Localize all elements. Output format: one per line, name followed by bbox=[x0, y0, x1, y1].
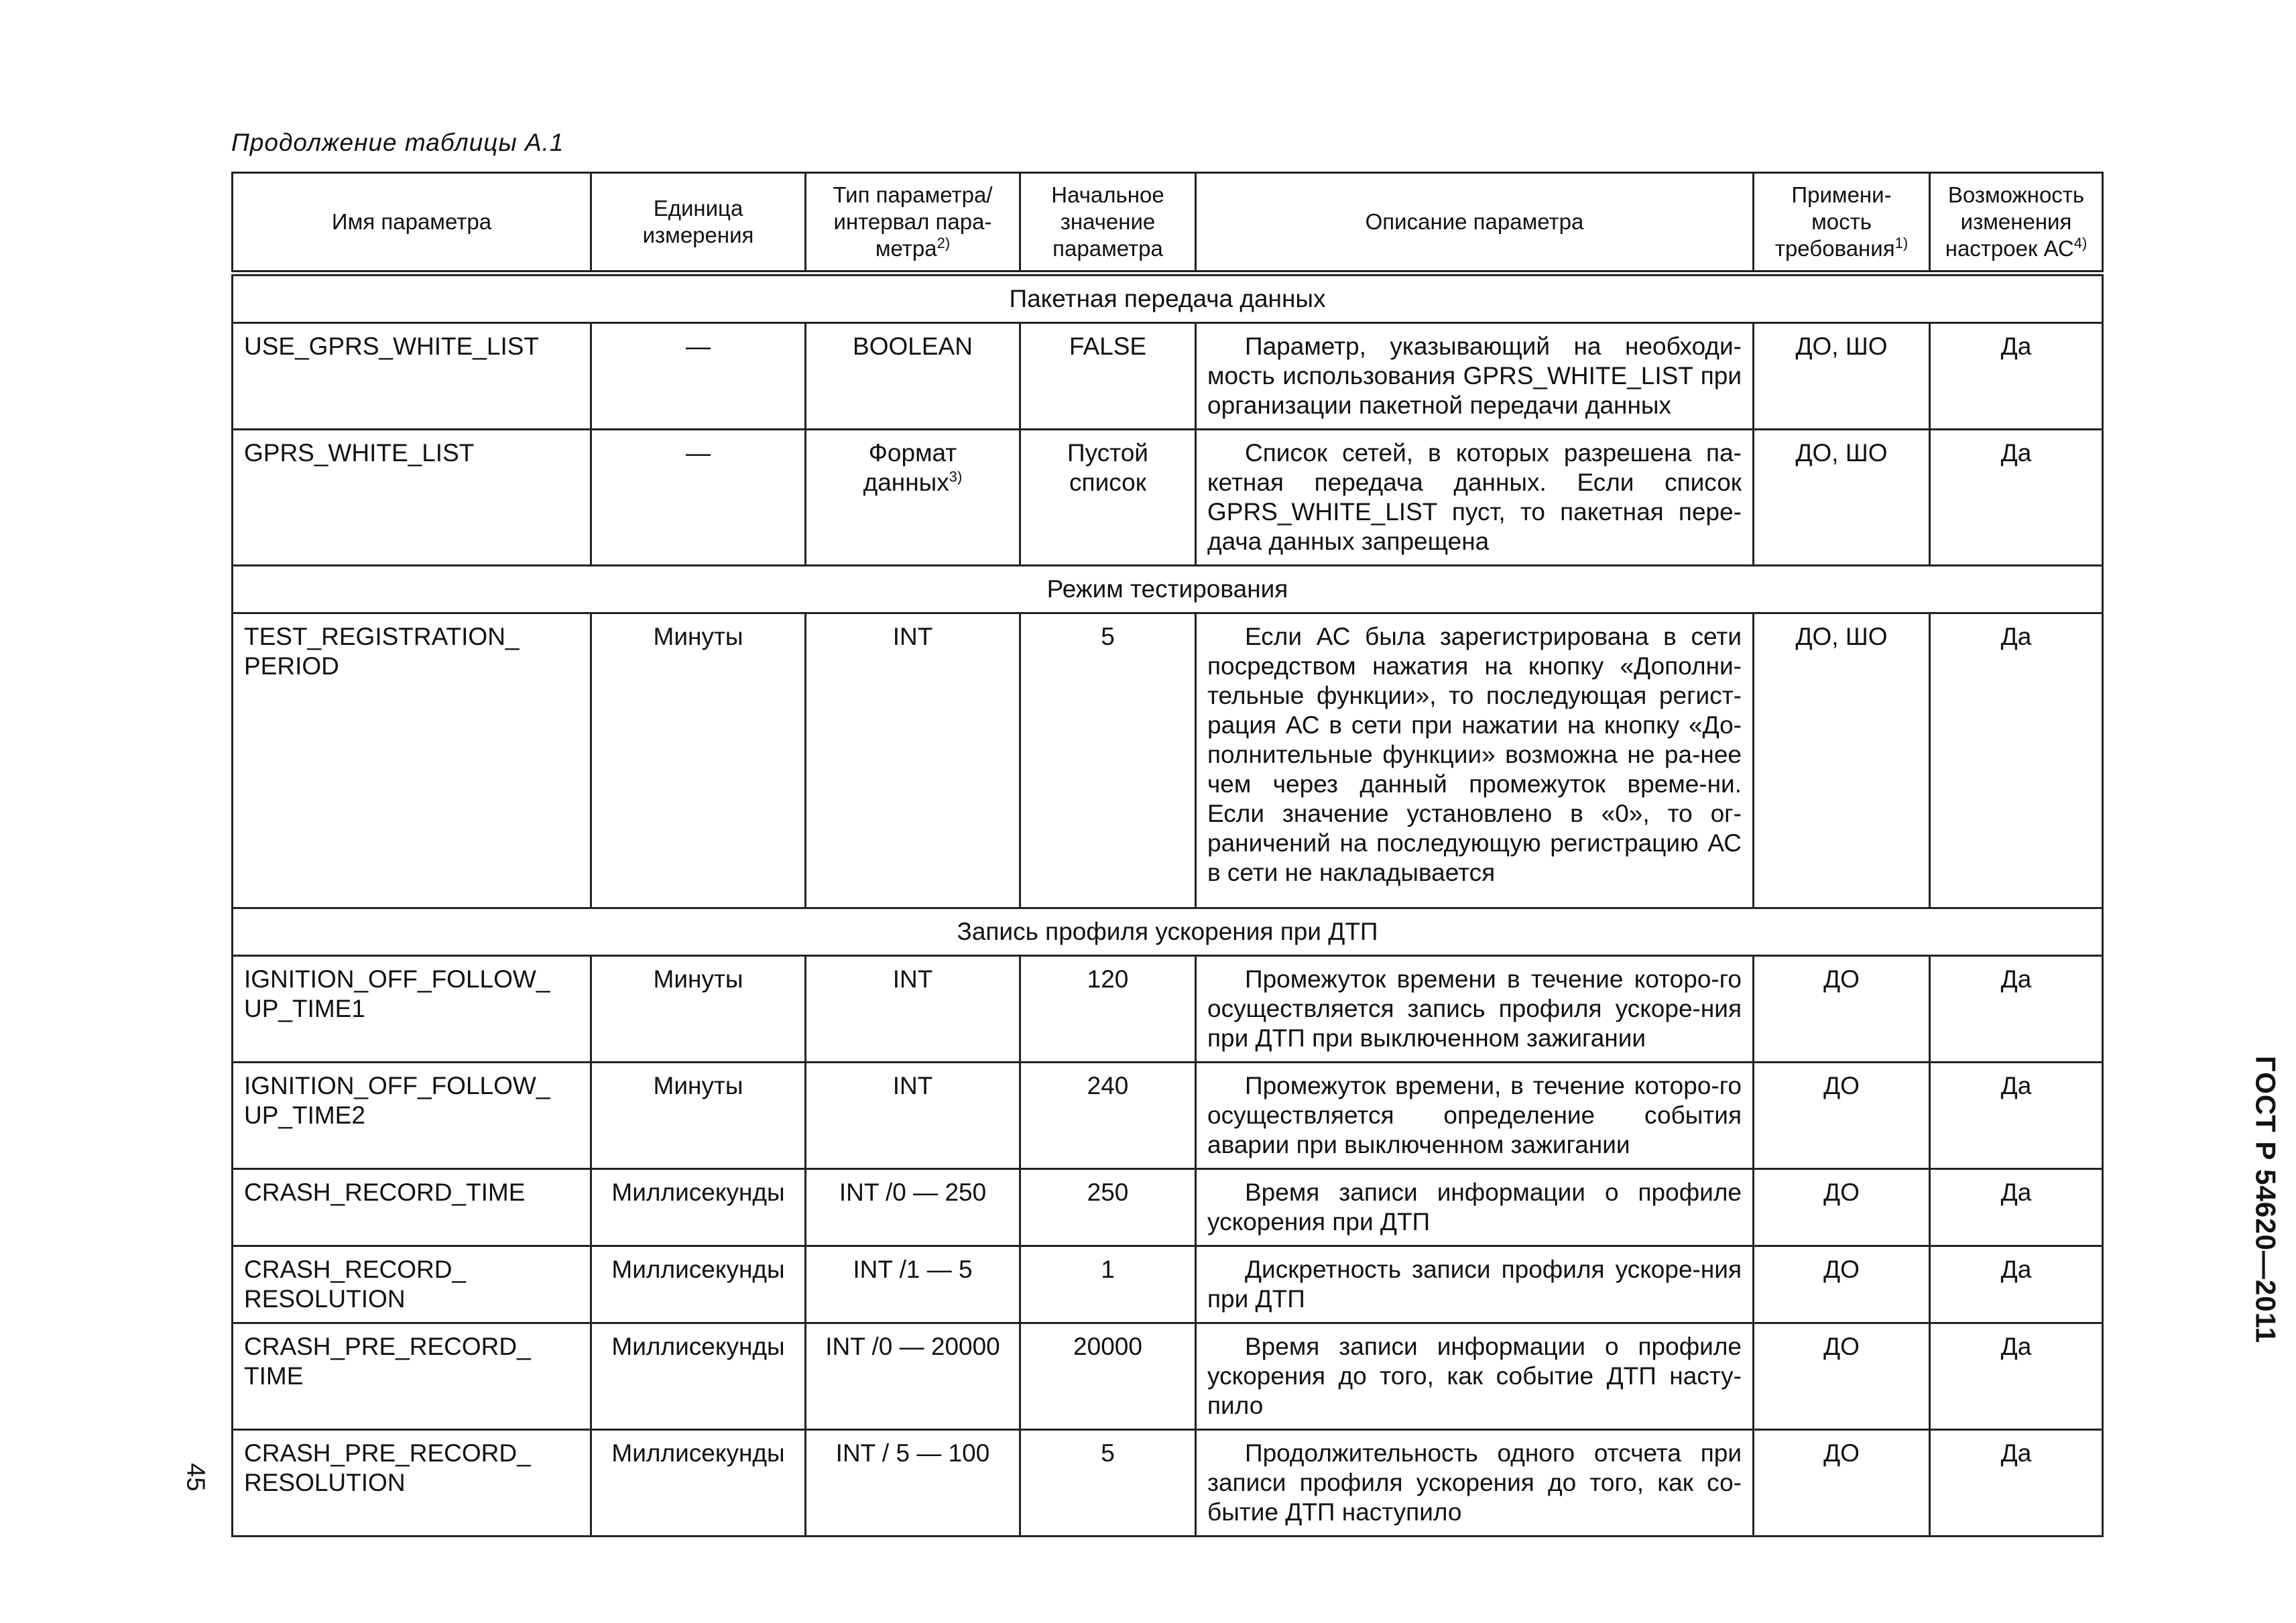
description-cell-text: Дискретность записи профиля ускоре-ния при ДТП bbox=[1207, 1256, 1742, 1313]
applicability-cell-text: ДО, ШО bbox=[1795, 623, 1888, 650]
description-cell bbox=[1196, 1063, 1754, 1169]
changeability-cell-text: Да bbox=[2000, 623, 2032, 650]
description-cell-text: Промежуток времени, в течение которо-го осуществляется определение события аварии при выключенном зажигании bbox=[1207, 1072, 1742, 1158]
document-designation: ГОСТ Р 54620—2011 bbox=[2250, 1055, 2282, 1343]
param-name-cell-text: CRASH_RECORD_TIME bbox=[244, 1179, 526, 1206]
applicability-cell bbox=[1754, 956, 1930, 1063]
header-type: Тип параметра/ интервал пара-метра$^{2)}$ bbox=[806, 173, 1020, 274]
applicability-cell-text: ДО bbox=[1823, 965, 1860, 993]
changeability-cell-text: Да bbox=[2000, 1179, 2032, 1206]
header-description: Описание параметра bbox=[1196, 173, 1754, 274]
unit-cell-text: — bbox=[686, 333, 711, 360]
initial-value-cell-text: 20000 bbox=[1073, 1333, 1142, 1360]
description-cell bbox=[1196, 1323, 1754, 1430]
description-cell bbox=[1196, 430, 1754, 566]
table-row bbox=[233, 1169, 2103, 1246]
changeability-cell bbox=[1930, 1246, 2103, 1323]
changeability-cell bbox=[1930, 956, 2103, 1063]
table-row bbox=[233, 323, 2103, 430]
table-row bbox=[233, 430, 2103, 566]
description-cell-text: Промежуток времени в течение которо-го осуществляется запись профиля ускоре-ния при ДТП при выключенном зажигании bbox=[1207, 965, 1742, 1052]
description-cell bbox=[1196, 1246, 1754, 1323]
unit-cell-text: Минуты bbox=[653, 1072, 743, 1099]
applicability-cell bbox=[1754, 1430, 1930, 1537]
initial-value-cell-text: 120 bbox=[1087, 965, 1129, 993]
unit-cell-text: Миллисекунды bbox=[611, 1333, 785, 1360]
section-row bbox=[233, 908, 2103, 956]
param-name-cell-text: CRASH_PRE_RECORD_ TIME bbox=[244, 1333, 531, 1390]
param-name-cell bbox=[233, 1323, 591, 1430]
changeability-cell bbox=[1930, 1063, 2103, 1169]
param-name-cell-text: IGNITION_OFF_FOLLOW_ UP_TIME2 bbox=[244, 1072, 550, 1129]
initial-value-cell bbox=[1020, 956, 1196, 1063]
applicability-cell-text: ДО bbox=[1823, 1333, 1860, 1360]
unit-cell bbox=[591, 613, 806, 908]
type-cell-text: INT /1 — 5 bbox=[853, 1256, 973, 1283]
applicability-cell-text: ДО bbox=[1823, 1179, 1860, 1206]
initial-value-cell bbox=[1020, 430, 1196, 566]
initial-value-cell-text: Пустой список bbox=[1067, 439, 1148, 496]
changeability-cell bbox=[1930, 1169, 2103, 1246]
param-name-cell bbox=[233, 1246, 591, 1323]
unit-cell bbox=[591, 1323, 806, 1430]
unit-cell bbox=[591, 1169, 806, 1246]
changeability-cell-text: Да bbox=[2000, 1439, 2032, 1467]
table-caption: Продолжение таблицы А.1 bbox=[231, 129, 564, 156]
changeability-cell-text: Да bbox=[2000, 1256, 2032, 1283]
applicability-cell bbox=[1754, 430, 1930, 566]
param-name-cell bbox=[233, 1430, 591, 1537]
type-cell-text: INT /0 — 250 bbox=[839, 1179, 987, 1206]
changeability-cell bbox=[1930, 1430, 2103, 1537]
applicability-cell-text: ДО, ШО bbox=[1795, 333, 1888, 360]
header-param-name: Имя параметра bbox=[233, 173, 591, 274]
header-unit: Единица измерения bbox=[591, 173, 806, 274]
description-cell bbox=[1196, 613, 1754, 908]
unit-cell bbox=[591, 1063, 806, 1169]
type-cell-text: INT bbox=[892, 1072, 933, 1099]
changeability-cell-text: Да bbox=[2000, 439, 2032, 467]
type-cell bbox=[806, 1430, 1020, 1537]
changeability-cell-text: Да bbox=[2000, 333, 2032, 360]
unit-cell bbox=[591, 1430, 806, 1537]
description-cell-text: Список сетей, в которых разрешена па-кетная передача данных. Если список GPRS_WHITE_LIST пуст, то пакетная пере-дача данных запрещена bbox=[1207, 439, 1742, 555]
unit-cell-text: Миллисекунды bbox=[611, 1256, 785, 1283]
type-cell bbox=[806, 956, 1020, 1063]
changeability-cell bbox=[1930, 323, 2103, 430]
param-name-cell-text: IGNITION_OFF_FOLLOW_ UP_TIME1 bbox=[244, 965, 550, 1022]
changeability-cell-text: Да bbox=[2000, 1333, 2032, 1360]
unit-cell bbox=[591, 1246, 806, 1323]
unit-cell-text: Минуты bbox=[653, 965, 743, 993]
applicability-cell bbox=[1754, 1323, 1930, 1430]
unit-cell-text: Миллисекунды bbox=[611, 1179, 785, 1206]
changeability-cell bbox=[1930, 430, 2103, 566]
type-cell bbox=[806, 323, 1020, 430]
section-title: Пакетная передача данных bbox=[233, 274, 2103, 323]
section-row bbox=[233, 566, 2103, 613]
param-name-cell bbox=[233, 323, 591, 430]
applicability-cell-text: ДО, ШО bbox=[1795, 439, 1888, 467]
initial-value-cell-text: 5 bbox=[1101, 1439, 1115, 1467]
type-cell-text: INT /0 — 20000 bbox=[825, 1333, 1000, 1360]
initial-value-cell-text: 5 bbox=[1101, 623, 1115, 650]
applicability-cell bbox=[1754, 323, 1930, 430]
type-cell-text: INT bbox=[892, 623, 933, 650]
initial-value-cell-text: 240 bbox=[1087, 1072, 1129, 1099]
section-title: Режим тестирования bbox=[233, 566, 2103, 613]
applicability-cell-text: ДО bbox=[1823, 1256, 1860, 1283]
table-row bbox=[233, 1246, 2103, 1323]
initial-value-cell bbox=[1020, 1246, 1196, 1323]
changeability-cell bbox=[1930, 613, 2103, 908]
param-name-cell bbox=[233, 430, 591, 566]
param-name-cell bbox=[233, 1169, 591, 1246]
type-cell bbox=[806, 430, 1020, 566]
applicability-cell bbox=[1754, 1063, 1930, 1169]
parameters-table bbox=[231, 172, 2104, 1537]
param-name-cell bbox=[233, 613, 591, 908]
initial-value-cell bbox=[1020, 1063, 1196, 1169]
page-number: 45 bbox=[181, 1463, 210, 1492]
param-name-cell-text: CRASH_RECORD_ RESOLUTION bbox=[244, 1256, 467, 1313]
applicability-cell bbox=[1754, 1169, 1930, 1246]
footnote-marker: 3) bbox=[949, 468, 963, 485]
description-cell bbox=[1196, 1430, 1754, 1537]
applicability-cell-text: ДО bbox=[1823, 1439, 1860, 1467]
changeability-cell-text: Да bbox=[2000, 965, 2032, 993]
type-cell-text: INT bbox=[892, 965, 933, 993]
param-name-cell-text: CRASH_PRE_RECORD_ RESOLUTION bbox=[244, 1439, 531, 1496]
unit-cell-text: — bbox=[686, 439, 711, 467]
header-initial-value: Начальное значение параметра bbox=[1020, 173, 1196, 274]
applicability-cell bbox=[1754, 1246, 1930, 1323]
description-cell bbox=[1196, 1169, 1754, 1246]
table-row bbox=[233, 956, 2103, 1063]
applicability-cell bbox=[1754, 613, 1930, 908]
type-cell bbox=[806, 1246, 1020, 1323]
initial-value-cell-text: 250 bbox=[1087, 1179, 1129, 1206]
type-cell-text: INT / 5 — 100 bbox=[835, 1439, 990, 1467]
unit-cell bbox=[591, 430, 806, 566]
table-row bbox=[233, 1063, 2103, 1169]
type-cell bbox=[806, 1323, 1020, 1430]
param-name-cell-text: GPRS_WHITE_LIST bbox=[244, 439, 475, 467]
type-cell bbox=[806, 1169, 1020, 1246]
unit-cell-text: Минуты bbox=[653, 623, 743, 650]
description-cell-text: Если АС была зарегистрирована в сети посредством нажатия на кнопку «Дополни-тельные функции», то последующая регист-рация АС в сети при нажатии на кнопку «До-полнительные функции» возможна не ра-нее чем через данный промежуток време-ни. Если значение установлено в «0», то ог-раничений на последующую регистрацию АС в сети не накладывается bbox=[1207, 623, 1742, 886]
type-cell-text: BOOLEAN bbox=[853, 333, 973, 360]
type-cell bbox=[806, 613, 1020, 908]
table-row bbox=[233, 1323, 2103, 1430]
description-cell bbox=[1196, 323, 1754, 430]
unit-cell bbox=[591, 323, 806, 430]
initial-value-cell bbox=[1020, 1169, 1196, 1246]
param-name-cell-text: USE_GPRS_WHITE_LIST bbox=[244, 333, 540, 360]
section-row bbox=[233, 274, 2103, 323]
header-row bbox=[233, 173, 2103, 274]
applicability-cell-text: ДО bbox=[1823, 1072, 1860, 1099]
type-cell bbox=[806, 1063, 1020, 1169]
description-cell bbox=[1196, 956, 1754, 1063]
initial-value-cell bbox=[1020, 1430, 1196, 1537]
initial-value-cell bbox=[1020, 1323, 1196, 1430]
initial-value-cell bbox=[1020, 323, 1196, 430]
unit-cell-text: Миллисекунды bbox=[611, 1439, 785, 1467]
unit-cell bbox=[591, 956, 806, 1063]
initial-value-cell bbox=[1020, 613, 1196, 908]
table-row bbox=[233, 613, 2103, 908]
description-cell-text: Продолжительность одного отсчета при записи профиля ускорения до того, как со-бытие ДТП наступило bbox=[1207, 1439, 1742, 1526]
param-name-cell-text: TEST_REGISTRATION_ PERIOD bbox=[244, 623, 520, 680]
param-name-cell bbox=[233, 956, 591, 1063]
initial-value-cell-text: FALSE bbox=[1069, 333, 1147, 360]
header-applicability: Примени-мость требования$^{1)}$ bbox=[1754, 173, 1930, 274]
description-cell-text: Время записи информации о профиле ускорения до того, как событие ДТП насту-пило bbox=[1207, 1333, 1742, 1419]
type-cell-text: Формат данных bbox=[863, 439, 957, 496]
table-row bbox=[233, 1430, 2103, 1537]
changeability-cell bbox=[1930, 1323, 2103, 1430]
changeability-cell-text: Да bbox=[2000, 1072, 2032, 1099]
description-cell-text: Параметр, указывающий на необходи-мость использования GPRS_WHITE_LIST при организации пакетной передачи данных bbox=[1207, 333, 1742, 419]
description-cell-text: Время записи информации о профиле ускорения при ДТП bbox=[1207, 1179, 1742, 1236]
section-title: Запись профиля ускорения при ДТП bbox=[233, 908, 2103, 956]
param-name-cell bbox=[233, 1063, 591, 1169]
header-changeability: Возможность изменения настроек АС$^{4)}$ bbox=[1930, 173, 2103, 274]
initial-value-cell-text: 1 bbox=[1101, 1256, 1115, 1283]
